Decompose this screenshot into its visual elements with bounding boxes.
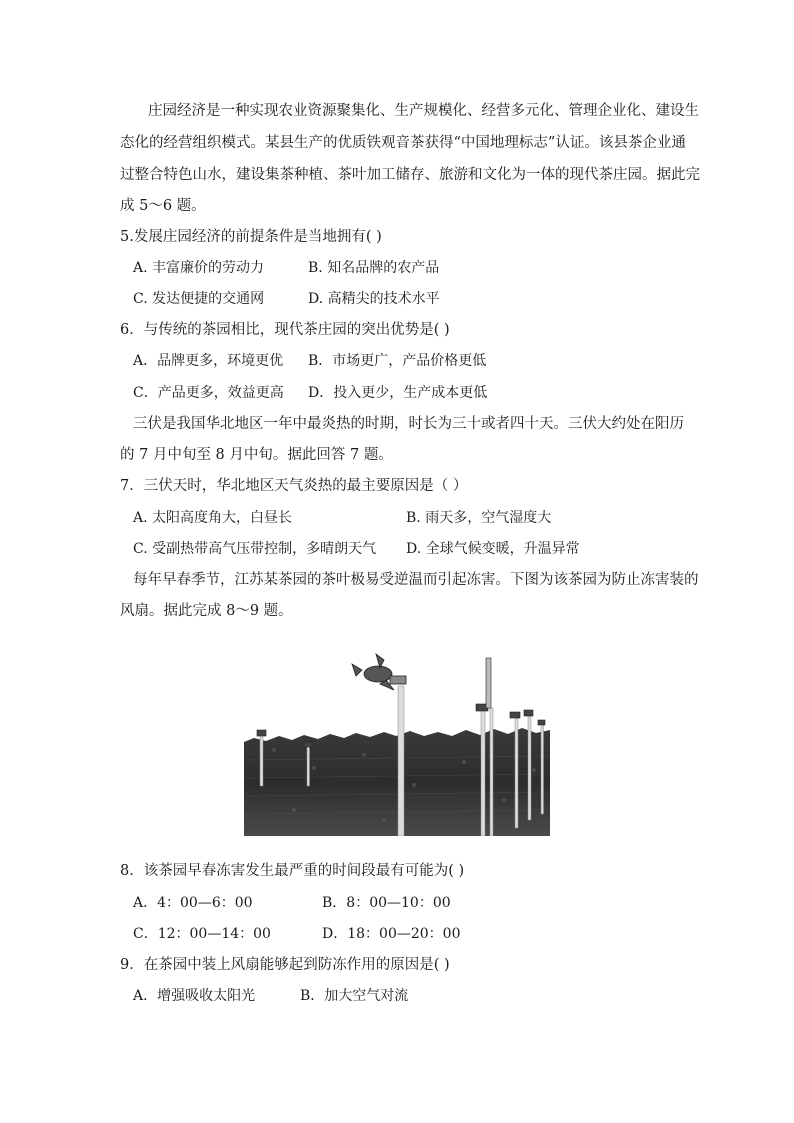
q6-option-b: B．市场更广，产品价格更低: [308, 353, 487, 369]
passage2-line2: 的 7 月中旬至 8 月中旬。据此回答 7 题。: [120, 447, 393, 463]
q8-stem: 8．该茶园早春冻害发生最严重的时间段最有可能为( ): [120, 863, 465, 879]
passage3-line1: 每年早春季节，江苏某茶园的茶叶极易受逆温而引起冻害。下图为该茶园为防止冻害装的: [133, 572, 699, 588]
q5-option-b: B. 知名品牌的农产品: [308, 260, 440, 276]
q6-stem: 6．与传统的茶园相比，现代茶庄园的突出优势是( ): [120, 322, 450, 338]
q9-option-b: B．加大空气对流: [300, 988, 409, 1004]
passage3-line2: 风扇。据此完成 8～9 题。: [120, 603, 293, 619]
q8-option-a: A．4：00—6：00: [133, 895, 253, 911]
passage1-line1: 庄园经济是一种实现农业资源聚集化、生产规模化、经营多元化、管理企业化、建设生: [148, 103, 699, 119]
q8-option-d: D．18：00—20：00: [322, 926, 461, 942]
tea-garden-fans-photo: [244, 650, 550, 836]
q6-option-d: D．投入更少，生产成本更低: [308, 385, 488, 401]
q5-option-a: A. 丰富廉价的劳动力: [133, 260, 265, 276]
q6-option-c: C．产品更多，效益更高: [133, 385, 284, 401]
q5-option-d: D. 高精尖的技术水平: [308, 291, 440, 307]
q8-option-b: B．8：00—10：00: [322, 895, 451, 911]
passage2-line1: 三伏是我国华北地区一年中最炎热的时期，时长为三十或者四十天。三伏大约处在阳历: [133, 416, 684, 432]
q7-stem: 7．三伏天时，华北地区天气炎热的最主要原因是（ ）: [120, 478, 468, 494]
q7-option-b: B. 雨天多，空气湿度大: [406, 510, 552, 526]
passage1-line3: 过整合特色山水，建设集茶种植、茶叶加工储存、旅游和文化为一体的现代茶庄园。据此完: [120, 167, 700, 183]
passage1-line2: 态化的经营组织模式。某县生产的优质铁观音茶获得“中国地理标志”认证。该县茶企业通: [120, 135, 686, 151]
q7-option-a: A. 太阳高度角大，白昼长: [133, 510, 293, 526]
q9-option-a: A．增强吸收太阳光: [133, 988, 256, 1004]
q5-stem: 5.发展庄园经济的前提条件是当地拥有( ): [120, 229, 382, 245]
passage1-line4: 成 5～6 题。: [120, 198, 206, 214]
q6-option-a: A．品牌更多，环境更优: [133, 353, 284, 369]
q5-option-c: C. 发达便捷的交通网: [133, 291, 265, 307]
q9-stem: 9．在茶园中装上风扇能够起到防冻作用的原因是( ): [120, 957, 450, 973]
q7-option-c: C. 受副热带高气压带控制，多晴朗天气: [133, 541, 377, 557]
q8-option-c: C．12：00—14：00: [133, 926, 271, 942]
q7-option-d: D. 全球气候变暖，升温异常: [406, 541, 580, 557]
